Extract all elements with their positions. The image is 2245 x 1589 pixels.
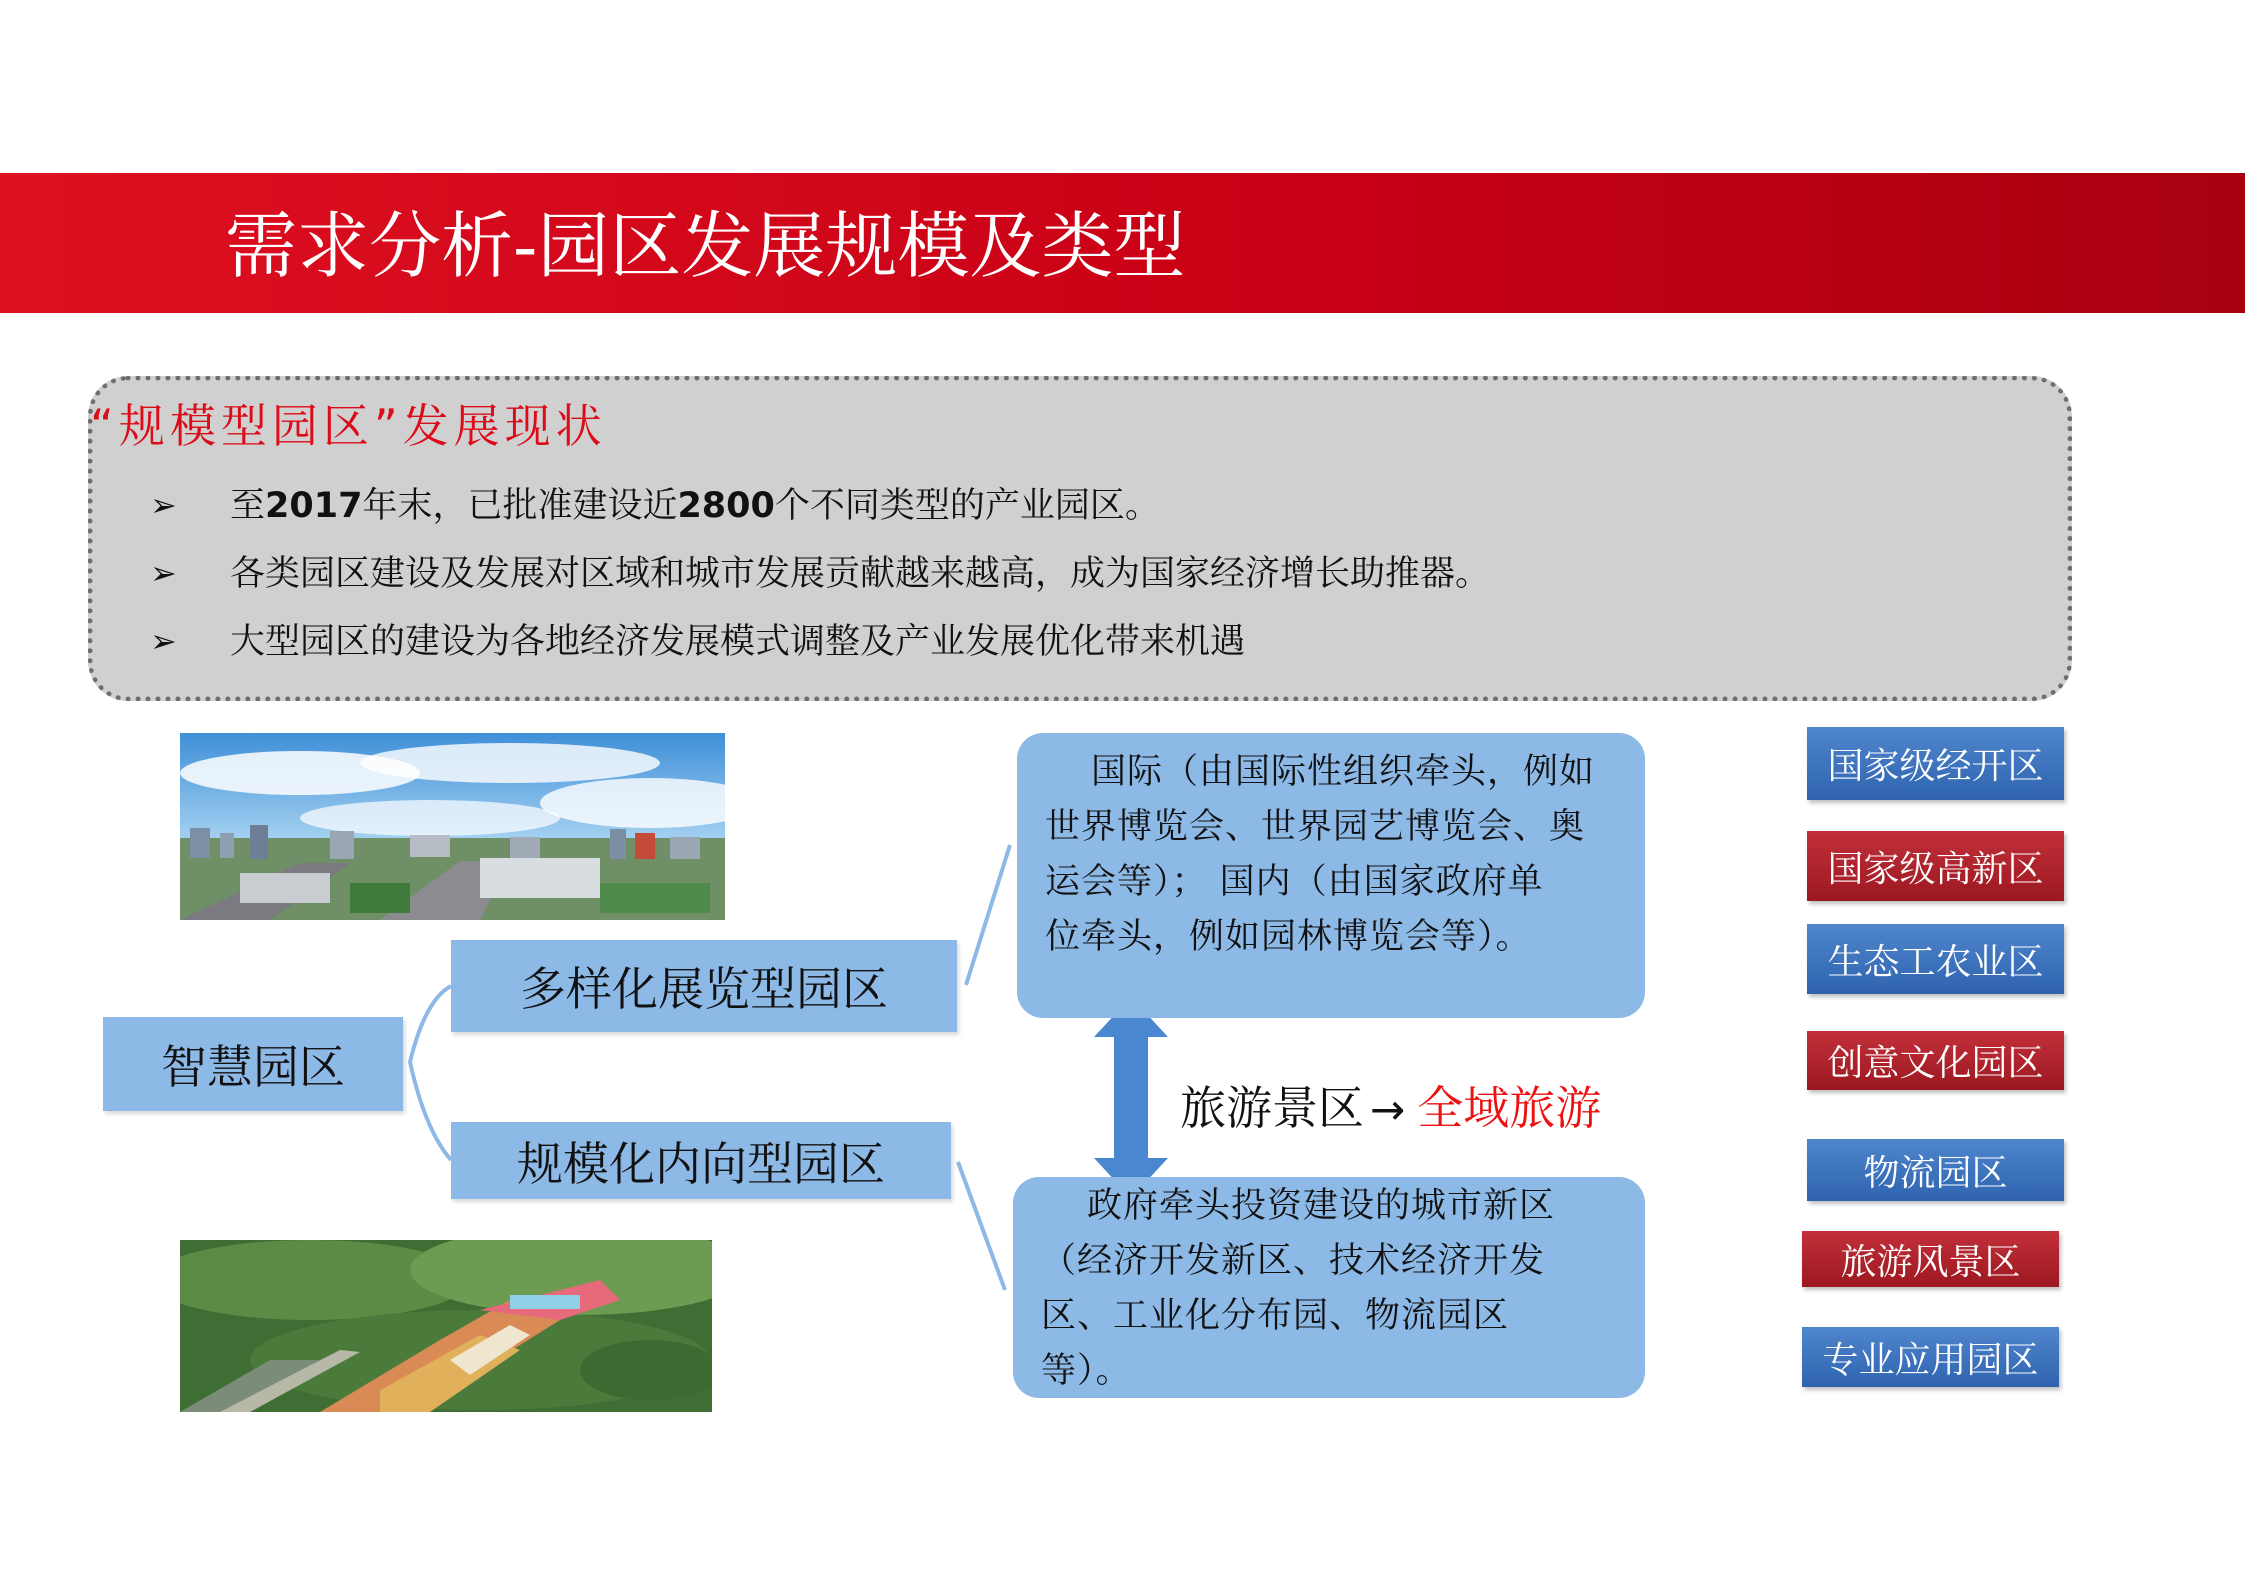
tourism-callout [1180,1072,1601,1138]
desc-line: 运会等）； 国内（由国家政府单 [1045,862,1544,902]
tag-creative-culture-park: 创意文化园区 [1807,1031,2064,1090]
arrow-bullet-icon: ➢ [150,622,177,660]
bullet-text: 各类园区建设及发展对区域和城市发展贡献越来越高，成为国家经济增长助推器。 [230,554,1491,594]
double-arrow-icon [1094,997,1168,1198]
tag-logistics-park: 物流园区 [1807,1139,2064,1201]
right-arrow-icon: → [1370,1085,1406,1134]
tourism-highlight: 全域旅游 [1417,1081,1602,1135]
arrow-bullet-icon: ➢ [150,486,177,524]
branch-exhibition-park: 多样化展览型园区 [451,940,957,1032]
tag-national-economic-zone: 国家级经开区 [1807,727,2064,800]
desc-line: 等）。 [1041,1351,1132,1391]
tag-scenic-tourism-zone: 旅游风景区 [1802,1231,2059,1287]
desc-line: 国际（由国际性组织牵头，例如 [1091,752,1596,792]
tourism-label: 旅游景区 [1180,1081,1364,1135]
desc-line: 位牵头，例如园林博览会等）。 [1045,917,1532,957]
desc-line: （经济开发新区、技术经济开发 [1041,1241,1546,1281]
exhibition-description [1017,733,1645,1018]
bullet-text: 大型园区的建设为各地经济发展模式调整及产业发展优化带来机遇 [230,622,1246,662]
desc-line: 区、工业化分布园、物流园区 [1041,1296,1510,1336]
branch-inward-park: 规模化内向型园区 [451,1122,951,1199]
root-node-smart-park: 智慧园区 [103,1017,403,1111]
bullet-text: 至2017年末，已批准建设近2800个不同类型的产业园区。 [230,486,1160,526]
tag-national-hightech-zone: 国家级高新区 [1807,831,2064,901]
page-title: 需求分析-园区发展规模及类型 [225,204,1186,288]
status-heading: “规模型园区”发展现状 [90,399,607,453]
arrow-bullet-icon: ➢ [150,554,177,592]
tag-eco-agriculture-zone: 生态工农业区 [1807,924,2064,994]
desc-line: 政府牵头投资建设的城市新区 [1087,1186,1556,1226]
inward-description [1013,1177,1645,1398]
tag-specialized-park: 专业应用园区 [1802,1327,2059,1387]
desc-line: 世界博览会、世界园艺博览会、奥 [1045,807,1586,847]
